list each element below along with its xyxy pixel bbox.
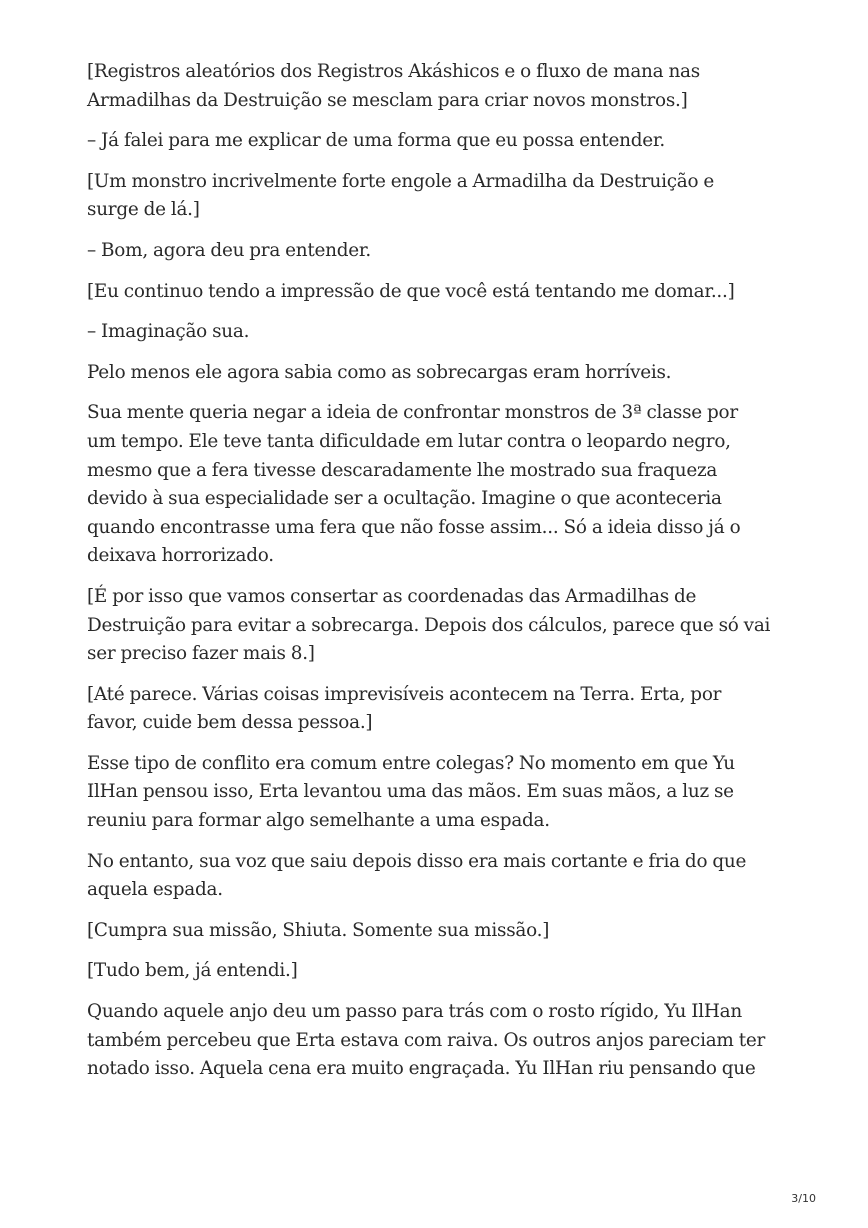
- paragraph: Esse tipo de conflito era comum entre colegas? No momento em que Yu IlHan pensou isso, Erta levantou uma das mãos. Em suas mãos, a luz se reuniu para formar algo semelhante a uma espada.: [87, 752, 735, 832]
- paragraph: Quando aquele anjo deu um passo para trás com o rosto rígido, Yu IlHan também percebeu que Erta estava com raiva. Os outros anjos pareciam ter notado isso. Aquela cena era muito engraçada. Yu IlHan riu pensando que: [87, 1001, 766, 1080]
- paragraph: Pelo menos ele agora sabia como as sobrecargas eram horríveis.: [87, 361, 672, 383]
- paragraph: [Um monstro incrivelmente forte engole a Armadilha da Destruição e surge de lá.]: [87, 170, 715, 221]
- paragraph: – Bom, agora deu pra entender.: [87, 239, 372, 261]
- paragraph: – Imaginação sua.: [87, 321, 250, 343]
- paragraph: – Já falei para me explicar de uma forma que eu possa entender.: [87, 130, 666, 152]
- paragraph: [Até parece. Várias coisas imprevisíveis acontecem na Terra. Erta, por favor, cuide bem dessa pessoa.]: [87, 683, 722, 734]
- paragraph: [É por isso que vamos consertar as coordenadas das Armadilhas de Destruição para evitar a sobrecarga. Depois dos cálculos, parece que só vai ser preciso fazer mais 8.]: [87, 585, 771, 665]
- paragraph: [Cumpra sua missão, Shiuta. Somente sua missão.]: [87, 919, 550, 941]
- paragraph: [Registros aleatórios dos Registros Akáshicos e o fluxo de mana nas Armadilhas da Destruição se mesclam para criar novos monstros.]: [87, 61, 700, 111]
- paragraph: No entanto, sua voz que saiu depois disso era mais cortante e fria do que aquela espada.: [87, 850, 747, 901]
- paragraph: Sua mente queria negar a ideia de confrontar monstros de 3ª classe por um tempo. Ele teve tanta dificuldade em lutar contra o leopardo negro, mesmo que a fera tivesse descaradamente lhe mostrado sua fraqueza devido à sua especialidade ser a ocultação. Imagine o que aconteceria quando encontrasse uma fera que não fosse assim... Só a ideia disso já o deixava horrorizado.: [87, 402, 741, 567]
- page-number: 3/10: [791, 1192, 816, 1205]
- paragraph: [Eu continuo tendo a impressão de que você está tentando me domar...]: [87, 280, 735, 302]
- paragraph: [Tudo bem, já entendi.]: [87, 960, 298, 982]
- document-body: [87, 58, 787, 1096]
